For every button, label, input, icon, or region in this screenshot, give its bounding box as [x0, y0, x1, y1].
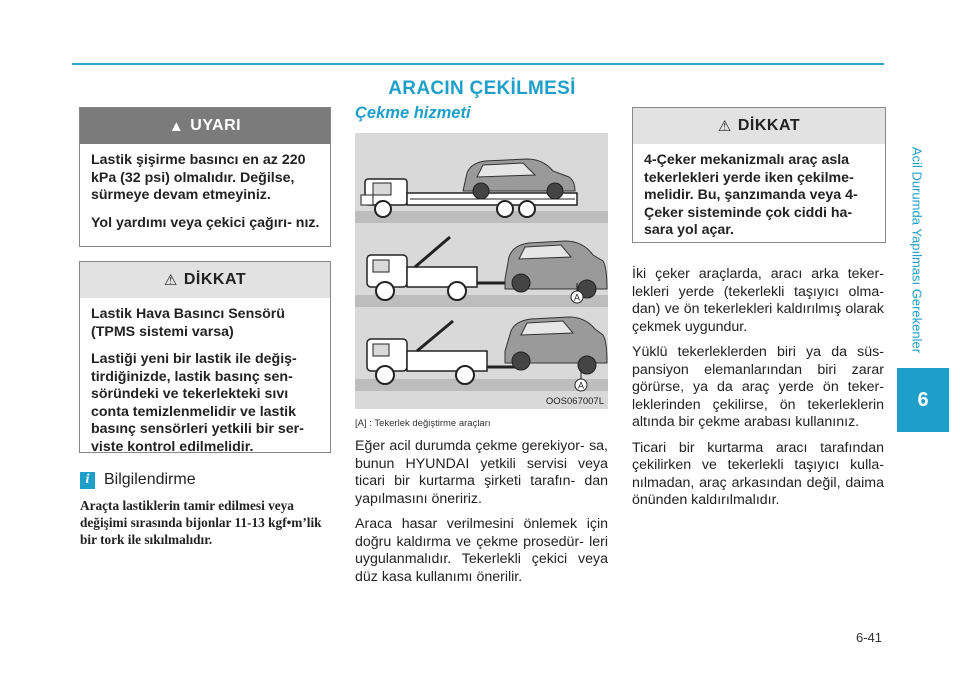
caution-box-body [633, 144, 885, 250]
caution-paragraph: Lastik Hava Basıncı Sensörü (TPMS sistemi varsa) [91, 306, 285, 340]
chapter-number-badge: 6 [897, 368, 949, 432]
warning-box-title: UYARI [190, 117, 242, 134]
wheel-lift-truck-icon [367, 237, 505, 300]
figure-code: OOS067007L [545, 396, 604, 407]
towing-text [355, 438, 608, 594]
warning-box-header [80, 108, 330, 144]
caution-paragraph: 4-Çeker mekanizmalı araç asla tekerlekleri yerde iken çekilme- melidir. Bu, şanzımanda veya 4- Çeker sisteminde çok ciddi ha- sara yol açar. [644, 152, 858, 238]
caution-box-header [80, 262, 330, 298]
info-heading [80, 471, 196, 489]
warning-box-body [80, 144, 330, 242]
warning-paragraph: Lastik şişirme basıncı en az 220 kPa (32 psi) olmalıdır. Değilse, sürmeye devam etmeyiniz. [91, 152, 306, 203]
header-rule [72, 63, 884, 65]
towing-paragraph: Araca hasar verilmesini önlemek için doğru kaldırma ve çekme prosedür- leri uygulanmalıdır. Tekerlekli çekici veya düz kasa kullanımı önerilir. [355, 516, 608, 585]
caution-triangle-icon: ⚠ [163, 272, 178, 289]
info-title: Bilgilendirme [104, 471, 196, 488]
dolly-tow-truck-icon [367, 321, 515, 384]
marker-label: A [573, 292, 581, 303]
towing-subhead: Çekme hizmeti [355, 104, 471, 122]
ground-strip [355, 211, 608, 223]
warning-paragraph: Yol yardımı veya çekici çağırı- nız. [91, 214, 320, 231]
right-paragraph: İki çeker araçlarda, aracı arka teker- lekleri yerde (tekerlekli taşıyıcı olma- dan) ve ön tekerlekleri kaldırılmış olarak çekmek uygundur. [632, 266, 884, 335]
tow-trucks-illustration [355, 133, 608, 409]
caution-box-body [80, 298, 330, 466]
towing-paragraph: Eğer acil durumda çekme gerekiyor- sa, bunun HYUNDAI yetkili servisi veya ticari bir kurtarma şirketi tarafın- dan yapılmasını öneririz. [355, 438, 608, 507]
suv-car-icon [505, 317, 607, 374]
page-number: 6-41 [856, 630, 883, 645]
caution-box-tpms [79, 261, 331, 453]
caution-paragraph: Lastiği yeni bir lastik ile değiş- tirdiğinizde, lastik basınç sen- söründeki ve tekerlekteki sıvı conta temizlenmelidir ve lastik basınç sensörleri yetkili bir ser- viste kontrol edilmelidir. [91, 351, 304, 455]
chapter-side-label: Acil Durumda Yapılması Gerekenler [909, 146, 925, 354]
right-column-text [632, 266, 884, 518]
figure-caption: [A] : Tekerlek değiştirme araçları [355, 418, 491, 429]
caution-box-4wd [632, 107, 886, 243]
warning-box [79, 107, 331, 247]
warning-triangle-icon: ▲ [168, 117, 185, 135]
info-icon: i [80, 472, 95, 489]
chapter-side-tab [897, 140, 937, 360]
caution-box-title: DİKKAT [183, 271, 247, 288]
caution-box-title: DİKKAT [737, 117, 801, 134]
info-text: Araçta lastiklerin tamir edilmesi veya değişimi sırasında bijonlar 11-13 kgf•m’lik bir tork ile sıkılmalıdır. [80, 498, 322, 547]
caution-triangle-icon: ⚠ [717, 118, 732, 135]
right-paragraph: Ticari bir kurtarma aracı tarafından çekilirken ve tekerlekli taşıyıcı kulla- nılmadan, araç arkasından değil, daima önünden kaldırılmalıdır. [632, 439, 884, 508]
towing-figure [355, 133, 608, 409]
suv-car-icon [505, 241, 607, 298]
section-title: ARACIN ÇEKİLMESİ [388, 78, 576, 99]
marker-label: A [577, 380, 585, 391]
right-paragraph: Yüklü tekerleklerden biri ya da süs- pansiyon elemanlarından biri zarar görürse, ya da araç yerde ön teker- leklerinden çekilirse, ön tekerleklerin altında bir çekme arabası kullanınız. [632, 344, 884, 430]
caution-box-header [633, 108, 885, 144]
